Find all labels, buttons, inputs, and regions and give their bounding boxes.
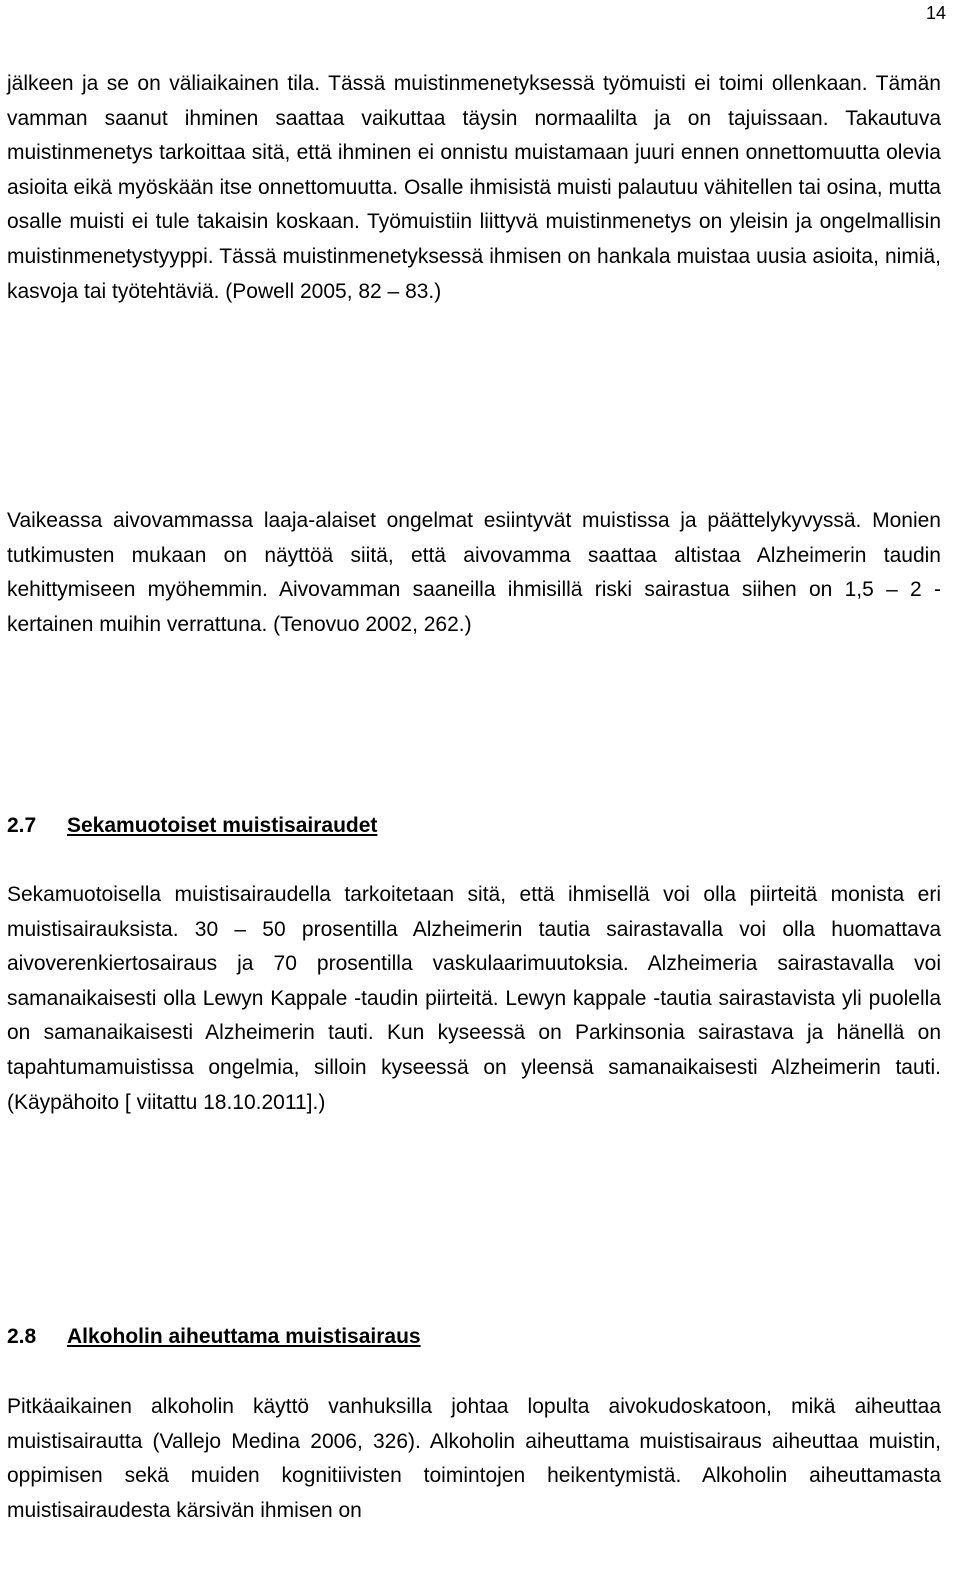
section-heading-2-7: [7, 812, 377, 840]
paragraph-severe-brain-injury: Vaikeassa aivovammassa laaja-alaiset ongelmat esiintyvät muistissa ja päättelykyvyssä. Monien tutkimusten mukaan on näyttöä siitä, että aivovamma saattaa altistaa Alzheimerin taudin kehittymiseen myöhemmin. Aivovamman saaneilla ihmisillä riski sairastua siihen on 1,5 – 2 -kertainen muihin verrattuna. (Tenovuo 2002, 262.): [7, 509, 941, 636]
page-number: 14: [925, 3, 946, 23]
paragraph-mixed-memory-disorders: Sekamuotoisella muistisairaudella tarkoitetaan sitä, että ihmisellä voi olla piirteitä monista eri muistisairauksista. 30 – 50 prosentilla Alzheimerin tautia sairastavalla voi olla huomattava aivoverenkiertosairaus ja 70 prosentilla vaskulaarimuutoksia. Alzheimeria sairastavalla voi samanaikaisesti olla Lewyn Kappale -taudin piirteitä. Lewyn kappale -tautia sairastavista yli puolella on samanaikaisesti Alzheimerin tauti. Kun kyseessä on Parkinsonia sairastava ja hänellä on tapahtumamuistissa ongelmia, silloin kyseessä on yleensä samanaikaisesti Alzheimerin tauti. (Käypähoito [ viitattu 18.10.2011].): [7, 883, 941, 1114]
paragraph-memory-loss: jälkeen ja se on väliaikainen tila. Tässä muistinmenetyksessä työmuisti ei toimi ollenkaan. Tämän vamman saanut ihminen saattaa vaikuttaa täysin normaalilta ja on tajuissaan. Takautuva muistinmenetys tarkoittaa sitä, että ihminen ei onnistu muistamaan juuri ennen onnettomuutta olevia asioita eikä myöskään itse onnettomuutta. Osalle ihmisistä muisti palautuu vähitellen tai osina, mutta osalle muisti ei tule takaisin koskaan. Työmuistiin liittyvä muistinmenetys on yleisin ja ongelmallisin muistinmenetystyyppi. Tässä muistinmenetyksessä ihmisen on hankala muistaa uusia asioita, nimiä, kasvoja tai työtehtäviä. (Powell 2005, 82 – 83.): [7, 72, 941, 303]
section-title: Sekamuotoiset muistisairaudet: [67, 814, 378, 837]
section-heading-2-8: [7, 1323, 421, 1351]
section-title: Alkoholin aiheuttama muistisairaus: [67, 1325, 421, 1348]
paragraph-alcohol-memory-disorder: Pitkäaikainen alkoholin käyttö vanhuksilla johtaa lopulta aivokudoskatoon, mikä aiheuttaa muistisairautta (Vallejo Medina 2006, 326). Alkoholin aiheuttama muistisairaus aiheuttaa muistin, oppimisen sekä muiden kognitiivisten toimintojen heikentymistä. Alkoholin aiheuttamasta muistisairaudesta kärsivän ihmisen on: [7, 1395, 941, 1522]
section-number: 2.8: [7, 1325, 37, 1348]
section-number: 2.7: [7, 814, 37, 837]
